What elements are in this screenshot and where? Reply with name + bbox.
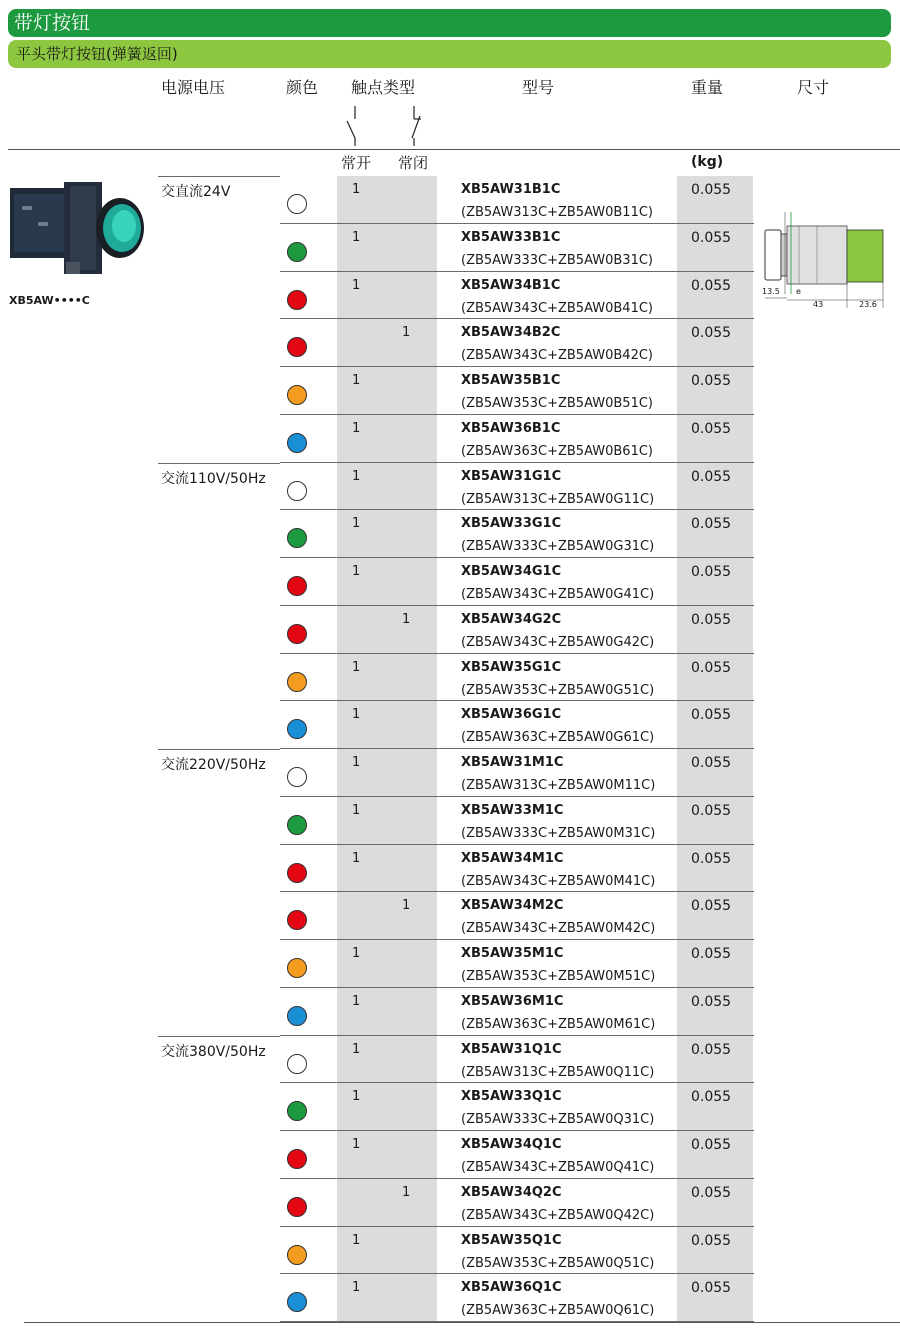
weight-cell: 0.055 [691,373,732,389]
nc-contact-cell: 1 [402,325,411,341]
header-divider [8,149,900,150]
nc-contact-cell: 1 [402,898,411,914]
table-row [0,558,900,606]
header-weight: 重量 [691,78,724,97]
model-cell: XB5AW34Q1C [461,1137,562,1152]
model-cell: XB5AW33G1C [461,516,562,532]
weight-cell: 0.055 [691,802,732,819]
no-contact-cell: 1 [352,707,361,723]
no-contact-cell: 1 [352,564,361,579]
no-contact-cell: 1 [352,373,361,388]
color-indicator [287,672,307,692]
color-indicator [287,910,307,930]
table-row [0,701,900,749]
header-weight-unit: (kg) [691,154,724,170]
model-cell: XB5AW31G1C [461,468,562,484]
parts-cell: (ZB5AW333C+ZB5AW0Q31C) [461,1112,655,1128]
color-indicator [287,242,307,262]
model-cell: XB5AW31Q1C [461,1041,562,1057]
parts-cell: (ZB5AW353C+ZB5AW0M51C) [461,969,656,984]
dimension-label-43: 43 [813,300,824,309]
model-cell: XB5AW34M1C [461,850,564,866]
weight-cell: 0.055 [691,850,732,867]
weight-cell: 0.055 [691,755,732,771]
model-cell: XB5AW36B1C [461,420,561,436]
color-indicator [287,528,307,548]
weight-cell: 0.055 [691,229,732,246]
parts-cell: (ZB5AW313C+ZB5AW0G11C) [461,491,655,507]
parts-cell: (ZB5AW363C+ZB5AW0B61C) [461,443,653,459]
section-title: 带灯按钮 [8,9,891,37]
table-bottom-border [24,1322,900,1323]
no-contact-cell: 1 [352,516,361,532]
nc-contact-symbol-icon [404,104,428,146]
color-indicator [287,624,307,644]
parts-cell: (ZB5AW343C+ZB5AW0G42C) [461,634,655,650]
model-cell: XB5AW33B1C [461,229,561,245]
table-row [0,1036,900,1084]
color-indicator [287,290,307,310]
model-cell: XB5AW35Q1C [461,1232,562,1248]
parts-cell: (ZB5AW363C+ZB5AW0G61C) [461,730,655,746]
parts-cell: (ZB5AW343C+ZB5AW0M41C) [461,873,656,889]
no-contact-cell: 1 [352,1089,361,1105]
weight-cell: 0.055 [691,1041,732,1058]
table-row [0,176,900,224]
color-indicator [287,1054,307,1074]
model-cell: XB5AW34B2C [461,325,561,341]
color-indicator [287,1292,307,1312]
parts-cell: (ZB5AW343C+ZB5AW0Q41C) [461,1160,655,1175]
dimension-label-13-5: 13.5 [762,287,780,296]
nc-contact-cell: 1 [402,611,411,627]
table-row [0,272,900,320]
table-row [0,224,900,272]
model-cell: XB5AW35B1C [461,373,561,388]
parts-cell: (ZB5AW353C+ZB5AW0B51C) [461,396,653,411]
no-contact-cell: 1 [352,277,361,293]
model-cell: XB5AW36M1C [461,993,564,1009]
model-cell: XB5AW31B1C [461,182,561,197]
table-row [0,845,900,893]
group-divider [158,463,280,464]
group-divider [158,1036,280,1037]
table-row [0,1274,900,1322]
color-indicator [287,337,307,357]
header-contact-type: 触点类型 [351,78,416,97]
section-subtitle: 平头带灯按钮(弹簧返回) [8,40,891,68]
dimension-label-e: e [796,287,801,296]
parts-cell: (ZB5AW363C+ZB5AW0M61C) [461,1016,656,1032]
weight-cell: 0.055 [691,898,732,915]
color-indicator [287,1245,307,1265]
table-row [0,797,900,845]
no-contact-cell: 1 [352,1280,361,1296]
parts-cell: (ZB5AW343C+ZB5AW0Q42C) [461,1207,655,1223]
parts-cell: (ZB5AW333C+ZB5AW0B31C) [461,252,653,268]
nc-contact-cell: 1 [402,1184,411,1200]
weight-cell: 0.055 [691,1232,732,1249]
header-nc: 常闭 [398,154,429,172]
table-row [0,510,900,558]
header-color: 颜色 [286,78,319,97]
weight-cell: 0.055 [691,1184,732,1201]
color-indicator [287,385,307,405]
table-row [0,367,900,415]
weight-cell: 0.055 [691,325,732,342]
table-row [0,654,900,702]
header-model: 型号 [522,78,555,97]
color-indicator [287,481,307,501]
color-indicator [287,1006,307,1026]
weight-cell: 0.055 [691,420,732,437]
color-indicator [287,1149,307,1169]
parts-cell: (ZB5AW343C+ZB5AW0M42C) [461,921,656,937]
table-row [0,749,900,797]
no-contact-cell: 1 [352,755,361,770]
color-indicator [287,767,307,787]
model-cell: XB5AW35G1C [461,659,562,675]
table-row [0,1179,900,1227]
table-row [0,463,900,511]
table-row [0,1227,900,1275]
no-contact-cell: 1 [352,659,361,675]
parts-cell: (ZB5AW343C+ZB5AW0B42C) [461,348,653,364]
weight-cell: 0.055 [691,659,732,676]
parts-cell: (ZB5AW313C+ZB5AW0Q11C) [461,1064,655,1080]
no-contact-cell: 1 [352,420,361,436]
table-row [0,1083,900,1131]
dimension-label-23-6: 23.6 [859,300,877,309]
color-indicator [287,433,307,453]
weight-cell: 0.055 [691,1137,732,1153]
table-row [0,1131,900,1179]
weight-cell: 0.055 [691,993,732,1010]
weight-cell: 0.055 [691,1280,732,1297]
no-contact-cell: 1 [352,1137,361,1152]
table-row [0,940,900,988]
color-indicator [287,194,307,214]
model-cell: XB5AW34M2C [461,898,564,914]
header-no: 常开 [341,154,372,172]
parts-cell: (ZB5AW343C+ZB5AW0G41C) [461,587,655,602]
no-contact-cell: 1 [352,993,361,1009]
table-row [0,415,900,463]
voltage-cell: 交流110V/50Hz [161,470,266,487]
parts-cell: (ZB5AW353C+ZB5AW0G51C) [461,682,655,698]
model-cell: XB5AW34Q2C [461,1184,562,1200]
weight-cell: 0.055 [691,277,732,294]
weight-cell: 0.055 [691,516,732,533]
model-cell: XB5AW34B1C [461,277,561,293]
model-cell: XB5AW33M1C [461,802,564,818]
model-cell: XB5AW34G1C [461,564,562,579]
model-cell: XB5AW33Q1C [461,1089,562,1105]
weight-cell: 0.055 [691,564,732,580]
group-divider [158,176,280,177]
parts-cell: (ZB5AW333C+ZB5AW0G31C) [461,539,655,555]
model-cell: XB5AW36Q1C [461,1280,562,1296]
no-contact-cell: 1 [352,850,361,866]
color-indicator [287,958,307,978]
header-dimensions: 尺寸 [797,78,830,97]
weight-cell: 0.055 [691,707,732,724]
header-voltage: 电源电压 [161,78,226,97]
weight-cell: 0.055 [691,468,732,485]
table-row [0,606,900,654]
weight-cell: 0.055 [691,946,732,962]
parts-cell: (ZB5AW313C+ZB5AW0M11C) [461,778,656,793]
weight-cell: 0.055 [691,182,732,198]
weight-cell: 0.055 [691,611,732,628]
color-indicator [287,719,307,739]
voltage-cell: 交直流24V [161,184,231,200]
product-label: XB5AW••••C [9,294,90,307]
parts-cell: (ZB5AW343C+ZB5AW0B41C) [461,300,653,316]
color-indicator [287,815,307,835]
voltage-cell: 交流220V/50Hz [161,757,266,773]
color-indicator [287,1101,307,1121]
parts-cell: (ZB5AW363C+ZB5AW0Q61C) [461,1303,655,1319]
no-contact-cell: 1 [352,468,361,484]
model-cell: XB5AW31M1C [461,755,564,770]
group-divider [158,749,280,750]
no-contact-cell: 1 [352,1232,361,1248]
no-contact-cell: 1 [352,229,361,245]
model-cell: XB5AW36G1C [461,707,562,723]
no-contact-cell: 1 [352,802,361,818]
table-row [0,319,900,367]
parts-cell: (ZB5AW333C+ZB5AW0M31C) [461,825,656,841]
color-indicator [287,1197,307,1217]
no-contact-cell: 1 [352,182,361,197]
parts-cell: (ZB5AW353C+ZB5AW0Q51C) [461,1255,655,1271]
table-row [0,892,900,940]
weight-cell: 0.055 [691,1089,732,1106]
model-cell: XB5AW34G2C [461,611,562,627]
no-contact-cell: 1 [352,1041,361,1057]
voltage-cell: 交流380V/50Hz [161,1043,266,1060]
no-contact-cell: 1 [352,946,361,961]
model-cell: XB5AW35M1C [461,946,564,961]
color-indicator [287,576,307,596]
parts-cell: (ZB5AW313C+ZB5AW0B11C) [461,205,653,220]
table-row [0,988,900,1036]
no-contact-symbol-icon [345,104,365,146]
color-indicator [287,863,307,883]
